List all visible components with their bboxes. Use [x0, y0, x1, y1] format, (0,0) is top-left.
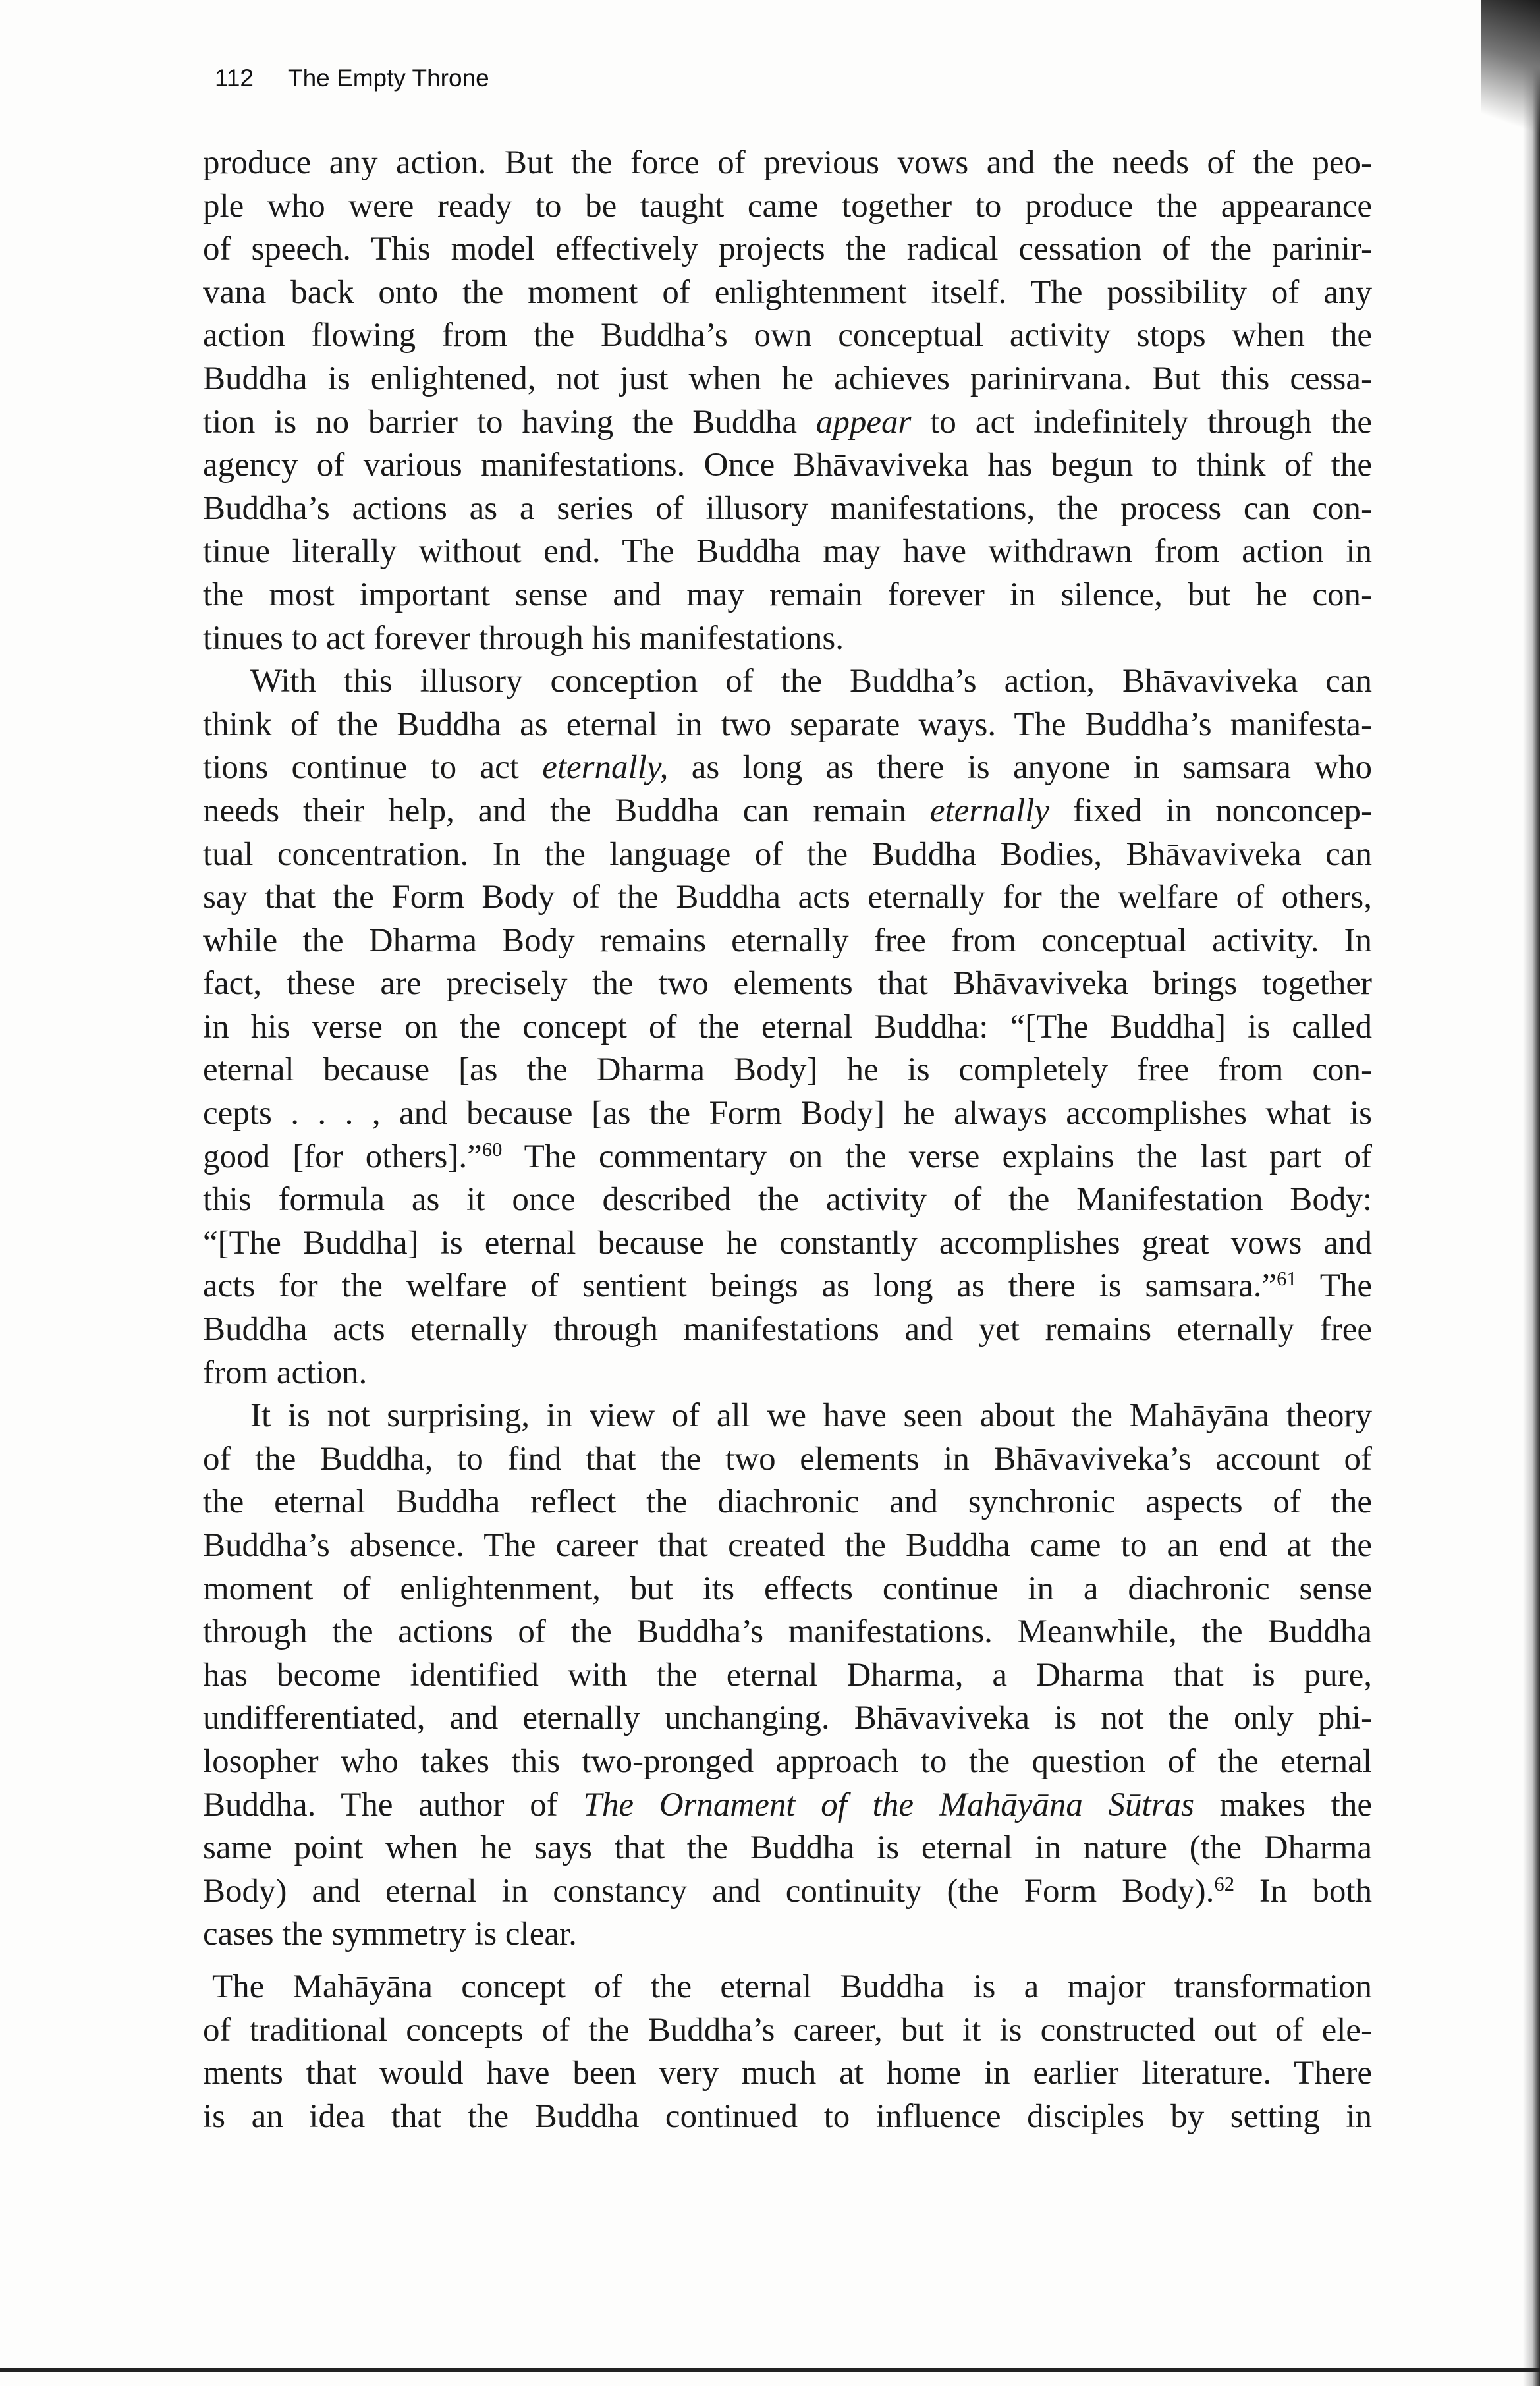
- text-line: the eternal Buddha reflect the diachronic and synchronic aspects of the: [203, 1484, 1372, 1521]
- footnote-ref: 60: [481, 1138, 503, 1161]
- text-line: of the Buddha, to find that the two elements in Bhāvaviveka’s account of: [203, 1440, 1372, 1478]
- text-line: tinue literally without end. The Buddha may have withdrawn from action in: [203, 533, 1372, 570]
- text-line: cepts . . . , and because [as the Form Body] he always accomplishes what is: [203, 1095, 1372, 1132]
- scan-edge-bottom: [0, 2368, 1540, 2372]
- text-line: Buddha acts eternally through manifestations and yet remains eternally free: [203, 1311, 1372, 1348]
- text-line: Buddha’s actions as a series of illusory manifestations, the process can con-: [203, 489, 1372, 527]
- text-line: good [for others].”$^{60}$ The commentary on the verse explains the last part of: [203, 1138, 1372, 1175]
- text-line: action flowing from the Buddha’s own conceptual activity stops when the: [203, 317, 1372, 354]
- text-line: is an idea that the Buddha continued to influence disciples by setting in: [203, 2097, 1372, 2135]
- text-line: needs their help, and the Buddha can remain eternally fixed in nonconcep-: [203, 792, 1372, 829]
- text-line: With this illusory conception of the Buddha’s action, Bhāvaviveka can: [250, 663, 1372, 700]
- text-line: from action.: [203, 1354, 368, 1391]
- text-line: Buddha is enlightened, not just when he achieves parinirvana. But this cessa-: [203, 360, 1372, 397]
- italic-run: eternally: [929, 792, 1050, 829]
- text-line: agency of various manifestations. Once Bhāvaviveka has begun to think of the: [203, 447, 1372, 484]
- text-line: ments that would have been very much at home in earlier literature. There: [203, 2055, 1372, 2092]
- text-line: acts for the welfare of sentient beings as long as there is samsara.”$^{61}$ The: [203, 1267, 1372, 1305]
- text-line: vana back onto the moment of enlightenment itself. The possibility of any: [203, 273, 1372, 311]
- text-line: losopher who takes this two-pronged approach to the question of the eternal: [203, 1742, 1372, 1780]
- book-title: The Empty Throne: [288, 65, 489, 92]
- running-head: [215, 65, 489, 92]
- text-line: of speech. This model effectively projects the radical cessation of the parinir-: [203, 231, 1372, 268]
- scan-corner-shadow: [1481, 0, 1540, 171]
- text-line: tinues to act forever through his manifestations.: [203, 619, 844, 657]
- italic-run: appear: [815, 403, 912, 441]
- text-line: It is not surprising, in view of all we have seen about the Mahāyāna theory: [250, 1397, 1372, 1435]
- footnote-ref: 62: [1214, 1872, 1234, 1895]
- italic-run: eternally,: [542, 749, 669, 787]
- body-text: [203, 142, 1372, 2138]
- text-line: through the actions of the Buddha’s manifestations. Meanwhile, the Buddha: [203, 1613, 1372, 1651]
- text-line: tual concentration. In the language of the Buddha Bodies, Bhāvaviveka can: [203, 835, 1372, 873]
- footnote-ref: 61: [1277, 1267, 1297, 1290]
- text-line: of traditional concepts of the Buddha’s career, but it is constructed out of ele-: [203, 2011, 1372, 2049]
- text-line: The Mahāyāna concept of the eternal Buddha is a major transformation: [212, 1968, 1372, 2005]
- text-line: cases the symmetry is clear.: [203, 1916, 577, 1953]
- text-line: “[The Buddha] is eternal because he constantly accomplishes great vows and: [203, 1224, 1372, 1262]
- text-line: while the Dharma Body remains eternally free from conceptual activity. In: [203, 922, 1372, 959]
- text-line: produce any action. But the force of previous vows and the needs of the peo-: [203, 144, 1372, 181]
- text-line: the most important sense and may remain forever in silence, but he con-: [203, 576, 1372, 613]
- page-number: 112: [215, 65, 254, 92]
- text-line: moment of enlightenment, but its effects continue in a diachronic sense: [203, 1570, 1372, 1607]
- text-line: has become identified with the eternal Dharma, a Dharma that is pure,: [203, 1656, 1372, 1694]
- text-line: tions continue to act eternally, as long as there is anyone in samsara who: [203, 749, 1372, 787]
- text-line: Buddha. The author of The Ornament of the Mahāyāna Sūtras makes the: [203, 1786, 1372, 1823]
- text-line: fact, these are precisely the two elements that Bhāvaviveka brings together: [203, 965, 1372, 1003]
- text-line: same point when he says that the Buddha is eternal in nature (the Dharma: [203, 1829, 1372, 1867]
- text-line: undifferentiated, and eternally unchanging. Bhāvaviveka is not the only phi-: [203, 1700, 1372, 1737]
- scan-edge-right: [1523, 0, 1540, 2386]
- text-line: eternal because [as the Dharma Body] he is completely free from con-: [203, 1051, 1372, 1089]
- text-line: ple who were ready to be taught came together to produce the appearance: [203, 187, 1372, 225]
- text-line: tion is no barrier to having the Buddha appear to act indefinitely through the: [203, 403, 1372, 441]
- text-line: this formula as it once described the activity of the Manifestation Body:: [203, 1181, 1372, 1219]
- text-line: Buddha’s absence. The career that created the Buddha came to an end at the: [203, 1527, 1372, 1564]
- text-line: say that the Form Body of the Buddha acts eternally for the welfare of others,: [203, 879, 1372, 916]
- text-line: Body) and eternal in constancy and continuity (the Form Body).$^{62}$ In both: [203, 1872, 1373, 1910]
- italic-run: The Ornament of the Mahāyāna Sūtras: [583, 1786, 1194, 1823]
- text-line: think of the Buddha as eternal in two separate ways. The Buddha’s manifesta-: [203, 706, 1372, 743]
- text-line: in his verse on the concept of the eternal Buddha: “[The Buddha] is called: [203, 1008, 1372, 1045]
